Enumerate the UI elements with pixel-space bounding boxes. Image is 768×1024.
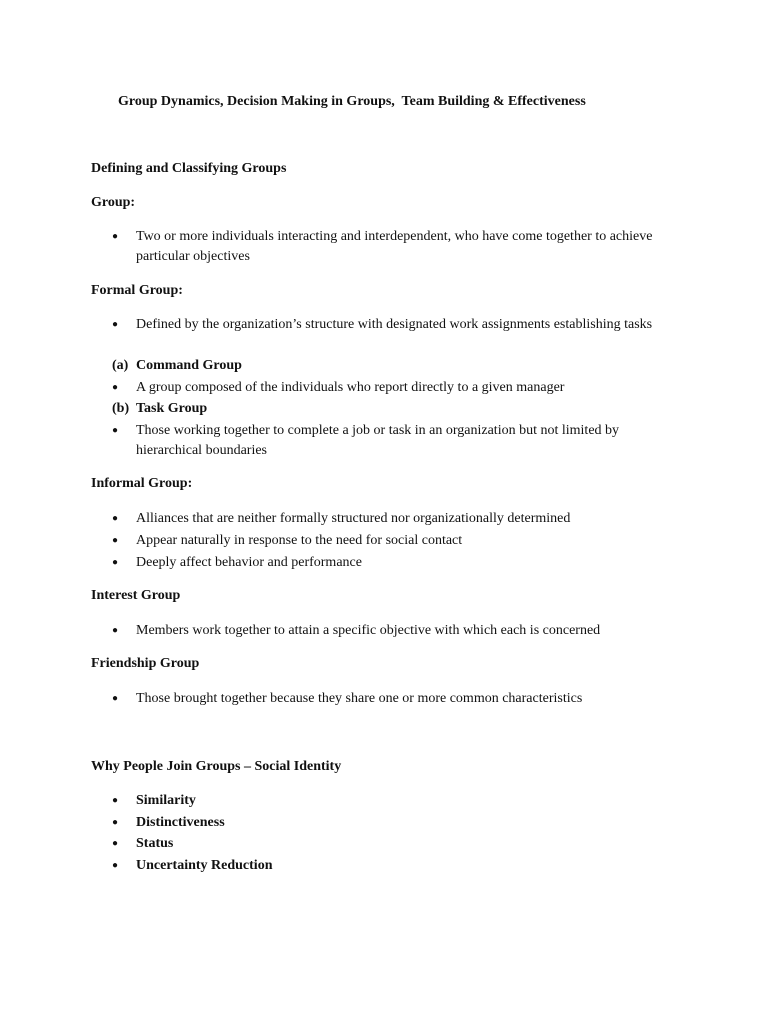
document-title: Group Dynamics, Decision Making in Groups, Team Building & Effectiveness [118, 94, 586, 109]
heading-informal-group: Informal Group: [91, 476, 193, 491]
bullet-text: A group composed of the individuals who report directly to a given manager [136, 380, 565, 395]
bullet-text: Those brought together because they share one or more common characteristics [136, 691, 583, 706]
subheading-marker: (a) [112, 358, 129, 373]
subheading-label: Task Group [136, 401, 208, 416]
bullet-icon: ● [112, 795, 119, 806]
heading-group: Group: [91, 195, 136, 210]
bullet-text: Uncertainty Reduction [136, 858, 273, 873]
list-item [112, 621, 672, 641]
bullet-icon: ● [112, 382, 119, 393]
bullet-icon: ● [112, 513, 119, 524]
bullet-icon: ● [112, 425, 119, 436]
list-item [112, 813, 672, 833]
subheading-task-group [112, 399, 207, 419]
bullet-icon: ● [112, 557, 119, 568]
bullet-text: Similarity [136, 793, 196, 808]
list-item [112, 421, 672, 461]
bullet-icon: ● [112, 860, 119, 871]
subheading-command-group [112, 356, 242, 376]
subheading-label: Command Group [136, 358, 242, 373]
list-item [112, 689, 672, 709]
heading-defining-classifying: Defining and Classifying Groups [91, 161, 287, 176]
bullet-text: Members work together to attain a specific objective with which each is concerned [136, 623, 601, 638]
subheading-marker: (b) [112, 401, 130, 416]
bullet-text: Two or more individuals interacting and interdependent, who have come together to achieve particular objectives [136, 229, 653, 264]
list-item [112, 227, 672, 267]
bullet-icon: ● [112, 838, 119, 849]
heading-formal-group: Formal Group: [91, 283, 183, 298]
list-item [112, 531, 672, 551]
bullet-icon: ● [112, 817, 119, 828]
bullet-icon: ● [112, 535, 119, 546]
bullet-text: Deeply affect behavior and performance [136, 555, 362, 570]
bullet-icon: ● [112, 319, 119, 330]
bullet-text: Alliances that are neither formally structured nor organizationally determined [136, 511, 571, 526]
bullet-text: Those working together to complete a job or task in an organization but not limited by hierarchical boundaries [136, 423, 620, 458]
list-item [112, 378, 672, 398]
list-item [112, 791, 672, 811]
heading-interest-group: Interest Group [91, 588, 181, 603]
list-item [112, 315, 672, 335]
list-item [112, 856, 672, 876]
bullet-icon: ● [112, 231, 119, 242]
list-item [112, 509, 672, 529]
heading-friendship-group: Friendship Group [91, 656, 200, 671]
bullet-icon: ● [112, 625, 119, 636]
heading-why-join-groups: Why People Join Groups – Social Identity [91, 759, 342, 774]
bullet-text: Distinctiveness [136, 815, 225, 830]
list-item [112, 553, 672, 573]
bullet-text: Status [136, 836, 174, 851]
bullet-text: Defined by the organization’s structure with designated work assignments establishing tasks [136, 317, 653, 332]
list-item [112, 834, 672, 854]
bullet-icon: ● [112, 693, 119, 704]
bullet-text: Appear naturally in response to the need for social contact [136, 533, 463, 548]
